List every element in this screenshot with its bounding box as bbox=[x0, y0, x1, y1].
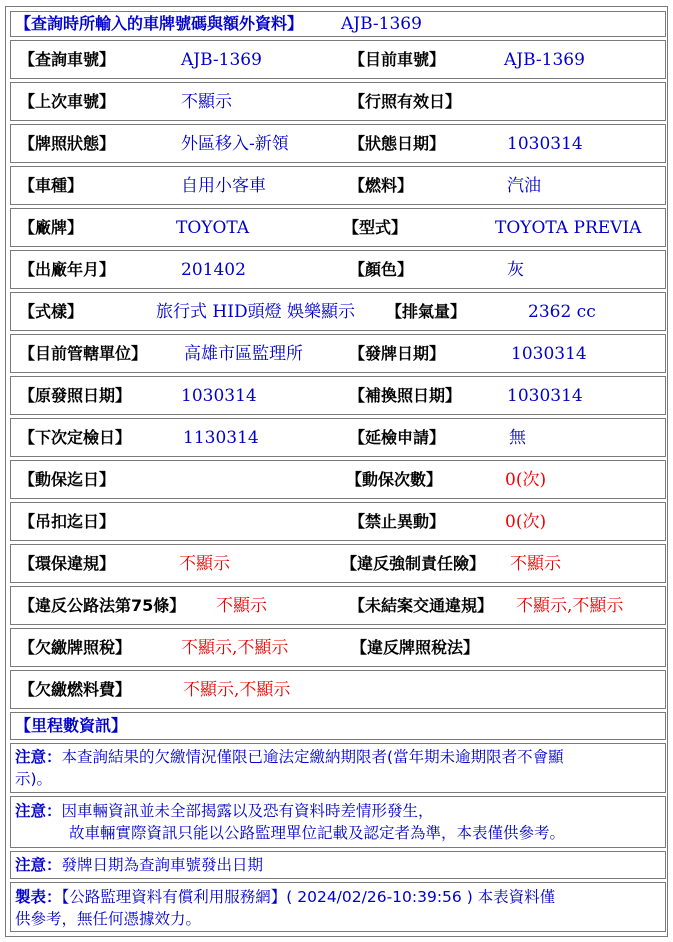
field-label: 【原發照日期】 bbox=[19, 386, 132, 405]
field-value: 外區移入-新領 bbox=[181, 134, 289, 154]
title-plate: AJB-1369 bbox=[341, 14, 422, 34]
field-row bbox=[10, 628, 666, 667]
field-value: 1030314 bbox=[507, 134, 583, 154]
field-value: 灰 bbox=[507, 260, 524, 280]
note-4 bbox=[10, 882, 666, 932]
field-label: 【查詢車號】 bbox=[19, 50, 116, 69]
field-value: 1030314 bbox=[511, 344, 587, 364]
field-label: 【動保迄日】 bbox=[19, 470, 116, 489]
field-row bbox=[10, 460, 666, 499]
field-value: 無 bbox=[509, 428, 526, 448]
field-label: 【行照有效日】 bbox=[349, 92, 462, 111]
field-row bbox=[10, 418, 666, 457]
field-value: 0(次) bbox=[505, 512, 547, 532]
field-label: 【未結案交通違規】 bbox=[349, 596, 494, 615]
field-value: 1130314 bbox=[183, 428, 259, 448]
mileage-header: 【里程數資訊】 bbox=[15, 716, 128, 735]
field-label: 【欠繳牌照稅】 bbox=[19, 638, 132, 657]
field-label: 【上次車號】 bbox=[19, 92, 116, 111]
note-4-label: 製表： bbox=[15, 888, 62, 906]
field-label: 【車種】 bbox=[19, 176, 84, 195]
field-row bbox=[10, 502, 666, 541]
field-label: 【排氣量】 bbox=[386, 302, 467, 321]
field-row bbox=[10, 40, 666, 79]
field-label: 【環保違規】 bbox=[19, 554, 116, 573]
field-row bbox=[10, 376, 666, 415]
field-label: 【延檢申請】 bbox=[349, 428, 446, 447]
field-label: 【廠牌】 bbox=[19, 218, 84, 237]
field-row bbox=[10, 544, 666, 583]
note-1-text-2: 示)。 bbox=[15, 770, 53, 788]
field-label: 【下次定檢日】 bbox=[19, 428, 132, 447]
field-value: 1030314 bbox=[507, 386, 583, 406]
field-label: 【出廠年月】 bbox=[19, 260, 116, 279]
field-value: AJB-1369 bbox=[504, 50, 585, 70]
field-label: 【發牌日期】 bbox=[349, 344, 446, 363]
field-row bbox=[10, 166, 666, 205]
note-2-text-2: 故車輛實際資訊只能以公路監理單位記載及認定者為準，本表僅供參考。 bbox=[69, 824, 566, 842]
field-row bbox=[10, 208, 666, 247]
note-3-label: 注意： bbox=[15, 856, 62, 874]
field-row bbox=[10, 250, 666, 289]
field-value: 1030314 bbox=[181, 386, 257, 406]
field-label: 【補換照日期】 bbox=[349, 386, 462, 405]
field-value: 2362 cc bbox=[528, 302, 596, 322]
field-label: 【吊扣迄日】 bbox=[19, 512, 116, 531]
field-label: 【違反強制責任險】 bbox=[341, 554, 486, 573]
field-value: 自用小客車 bbox=[181, 176, 266, 196]
note-2 bbox=[10, 796, 666, 848]
note-4-text-2: 供參考，無任何憑據效力。 bbox=[15, 910, 202, 928]
field-row bbox=[10, 670, 666, 709]
field-value: 旅行式 HID頭燈 娛樂顯示 bbox=[156, 302, 355, 322]
field-value: TOYOTA bbox=[176, 218, 250, 238]
field-label: 【目前管轄單位】 bbox=[19, 344, 148, 363]
field-value: 汽油 bbox=[507, 176, 541, 196]
field-row bbox=[10, 292, 666, 331]
field-label: 【動保次數】 bbox=[346, 470, 443, 489]
note-4-text: 【公路監理資料有償利用服務網】( 2024/02/26-10:39:56 ) 本表資料僅 bbox=[61, 888, 556, 906]
mileage-header-row bbox=[10, 712, 666, 740]
field-value: TOYOTA PREVIA bbox=[495, 218, 642, 238]
field-row bbox=[10, 82, 666, 121]
note-1 bbox=[10, 743, 666, 793]
title-row bbox=[10, 11, 666, 37]
field-label: 【式樣】 bbox=[19, 302, 84, 321]
note-3 bbox=[10, 851, 666, 879]
note-1-text: 本查詢結果的欠繳情況僅限已逾法定繳納期限者(當年期未逾期限者不會顯 bbox=[61, 748, 564, 766]
title-bracket: 【查詢時所輸入的車牌號碼與額外資料】 bbox=[15, 14, 304, 33]
field-label: 【牌照狀態】 bbox=[19, 134, 116, 153]
field-value: 不顯示 bbox=[181, 92, 232, 112]
field-label: 【目前車號】 bbox=[349, 50, 446, 69]
field-label: 【顏色】 bbox=[349, 260, 414, 279]
note-1-label: 注意： bbox=[15, 748, 62, 766]
field-row bbox=[10, 586, 666, 625]
field-label: 【燃料】 bbox=[349, 176, 414, 195]
note-2-text: 因車輛資訊並未全部揭露以及恐有資料時差情形發生， bbox=[61, 802, 434, 820]
note-3-text: 發牌日期為查詢車號發出日期 bbox=[61, 856, 264, 874]
field-value: 201402 bbox=[181, 260, 246, 280]
field-value: 不顯示,不顯示 bbox=[181, 638, 289, 658]
field-value: 不顯示,不顯示 bbox=[516, 596, 624, 616]
field-value: 不顯示,不顯示 bbox=[183, 680, 291, 700]
field-value: 不顯示 bbox=[216, 596, 267, 616]
field-label: 【違反牌照稅法】 bbox=[351, 638, 480, 657]
field-value: 0(次) bbox=[505, 470, 547, 490]
field-label: 【違反公路法第75條】 bbox=[19, 596, 186, 615]
note-2-label: 注意： bbox=[15, 802, 62, 820]
field-value: 高雄市區監理所 bbox=[184, 344, 303, 364]
field-row bbox=[10, 334, 666, 373]
field-label: 【禁止異動】 bbox=[349, 512, 446, 531]
field-row bbox=[10, 124, 666, 163]
field-label: 【型式】 bbox=[343, 218, 408, 237]
field-value: AJB-1369 bbox=[181, 50, 262, 70]
field-label: 【狀態日期】 bbox=[349, 134, 446, 153]
field-label: 【欠繳燃料費】 bbox=[19, 680, 132, 699]
field-value: 不顯示 bbox=[179, 554, 230, 574]
field-value: 不顯示 bbox=[510, 554, 561, 574]
